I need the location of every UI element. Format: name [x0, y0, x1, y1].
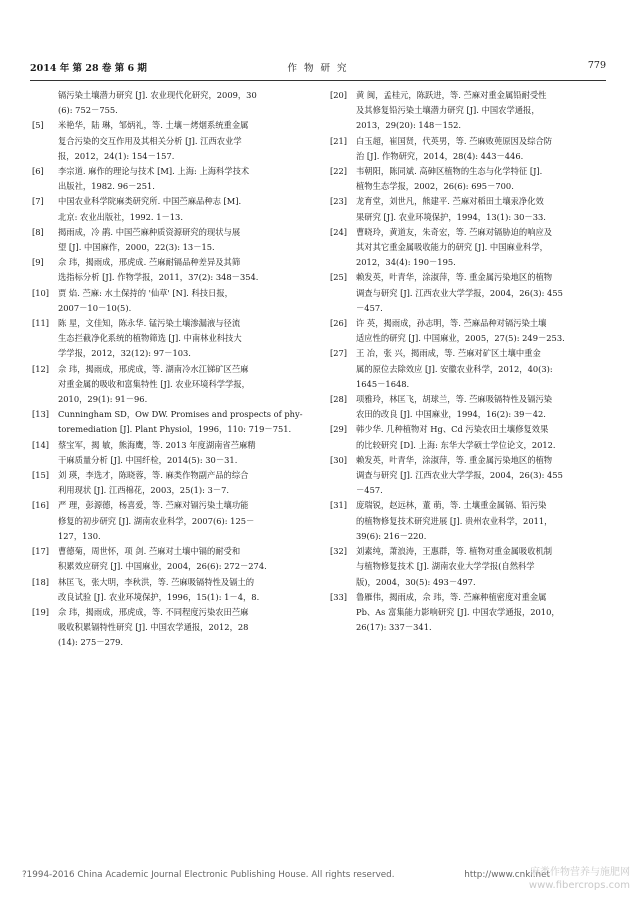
reference-text: 赖发英，叶青华，涂淑萍，等. 重金属污染地区的植物 调查与研究 [J]. 江西农业大学学报，2004，26(3): 455 －457. — [356, 272, 563, 313]
reference-item — [32, 407, 308, 437]
references-left-column — [32, 88, 308, 651]
reference-item — [330, 194, 606, 224]
reference-item — [330, 88, 606, 134]
reference-number: [5] — [32, 120, 44, 131]
reference-item — [330, 346, 606, 392]
reference-text: 镉污染土壤潜力研究 [J]. 农业现代化研究，2009，30 (6): 752－755. — [58, 90, 257, 116]
reference-number: [10] — [32, 287, 50, 298]
reference-text: 韩少华. 几种植物对 Hg、Cd 污染农田土壤修复效果 的比较研究 [D]. 上海: 东华大学硕士学位论文，2012. — [356, 424, 556, 450]
reference-text: 赖发英，叶青华，涂淑萍，等. 重金属污染地区的植物 调查与研究 [J]. 江西农业大学学报，2004，26(3): 455 －457. — [356, 454, 563, 496]
reference-item — [330, 422, 606, 452]
header-rule — [30, 80, 606, 81]
reference-number: [7] — [32, 196, 44, 207]
reference-item — [330, 544, 606, 590]
reference-item — [330, 225, 606, 271]
reference-item — [330, 316, 606, 346]
reference-item — [330, 270, 606, 316]
reference-number: [25] — [330, 272, 348, 283]
reference-text: 龙育堂，刘世凡，熊建平. 苎麻对稻田土壤汞净化效 果研究 [J]. 农业环境保护，1994，13(1): 30－33. — [356, 196, 546, 222]
reference-number: [6] — [32, 166, 44, 177]
reference-text: 佘 玮，揭雨成，邢虎成，等. 湖南冷水江锑矿区苎麻 对重金属的吸收和富集特性 [J]. 农业环境科学学报， 2010，29(1): 91－96. — [58, 363, 250, 405]
reference-text: 米艳华，陆 琳，邹炳礼，等. 土壤－烤烟系统重金属 复合污染的交互作用及其相关分析 [J]. 江西农业学 报，2012，24(1): 154－157. — [58, 120, 249, 161]
reference-number: [11] — [32, 318, 50, 329]
reference-number: [24] — [330, 226, 348, 237]
reference-number: [8] — [32, 226, 44, 237]
reference-text: 项雅玲，林匡飞，胡球兰，等. 苎麻吸镉特性及镉污染 农田的改良 [J]. 中国麻业，1994，16(2): 39－42. — [356, 394, 553, 420]
reference-number: [14] — [32, 439, 50, 450]
reference-text: 刘素纯，萧浪涛，王惠群，等. 植物对重金属吸收机制 与植物修复技术 [J]. 湖南农业大学学报(自然科学 版)，2004，30(5): 493－497. — [356, 546, 553, 587]
reference-number: [33] — [330, 591, 348, 602]
reference-text: 刘 瑛，李选才，陈晓蓉，等. 麻类作物副产品的综合 利用现状 [J]. 江西棉花，2003，25(1): 3－7. — [58, 470, 249, 496]
reference-item — [32, 605, 308, 651]
cnki-link[interactable]: http://www.cnki.net — [464, 870, 550, 880]
reference-text: 佘 玮，揭雨成，邢虎成. 苎麻耐镉品种差异及其筛 选指标分析 [J]. 作物学报，2011，37(2): 348－354. — [58, 257, 259, 283]
reference-number: [16] — [32, 500, 50, 511]
reference-item — [32, 498, 308, 544]
reference-text: 许 英，揭雨成，孙志明，等. 苎麻品种对镉污染土壤 适应性的研究 [J]. 中国麻业，2005，27(5): 249－253. — [356, 318, 565, 344]
reference-item — [330, 164, 606, 194]
reference-item — [32, 194, 308, 224]
running-header — [30, 60, 606, 76]
watermark-url: www.fibercrops.com — [528, 880, 630, 891]
reference-item — [32, 255, 308, 285]
reference-text: 陈 星，文佳知，陈永华. 锰污染土壤渗漏液与径流 生态拦截净化系统的植物筛选 [J]. 中南林业科技大 学学报，2012，32(12): 97－103. — [58, 318, 242, 359]
page-number: 779 — [587, 60, 606, 71]
reference-text: 黄 闽，孟桂元，陈跃进，等. 苎麻对重金属铅耐受性 及其修复铅污染土壤潜力研究 [J]. 中国农学通报， 2013，29(20): 148－152. — [356, 90, 547, 131]
watermark — [529, 866, 630, 892]
reference-item — [330, 392, 606, 422]
reference-number: [27] — [330, 348, 348, 359]
reference-number: [17] — [32, 546, 50, 557]
reference-item — [32, 225, 308, 255]
journal-issue: 2014 年 第 28 卷 第 6 期 — [30, 63, 147, 74]
journal-title: 作 物 研 究 — [287, 63, 349, 74]
reference-text: 王 冶，张 兴，揭雨成，等. 苎麻对矿区土壤中重金 属的原位去除效应 [J]. 安徽农业科学，2012，40(3): 1645－1648. — [356, 348, 553, 389]
reference-item — [330, 134, 606, 164]
watermark-title: 麻类作物营养与施肥网 — [530, 867, 630, 878]
reference-text: 李宗道. 麻作的理论与技术 [M]. 上海: 上海科学技术 出版社，1982. 96－251. — [58, 166, 250, 192]
reference-number: [20] — [330, 90, 348, 100]
reference-number: [26] — [330, 318, 348, 329]
reference-text: 揭雨成，冷 鹃. 中国苎麻种质资源研究的现状与展 望 [J]. 中国麻作，2000，22(3): 13－15. — [58, 226, 241, 253]
reference-item — [32, 164, 308, 194]
reference-item — [32, 468, 308, 498]
reference-number: [19] — [32, 606, 50, 617]
reference-item — [330, 453, 606, 499]
reference-item — [32, 575, 308, 605]
reference-text: 韦朝阳，陈同斌. 高砷区植物的生态与化学特征 [J]. 植物生态学报，2002，26(6): 695－700. — [356, 166, 543, 192]
reference-number: [18] — [32, 576, 50, 587]
reference-number: [12] — [32, 363, 50, 374]
reference-number: [22] — [330, 166, 348, 177]
reference-text: 蔡宝军，揭 敏，熊海鹰，等. 2013 年度湖南省苎麻精 干麻质量分析 [J]. 中国纤检，2014(5): 30－31. — [58, 439, 256, 465]
reference-item — [330, 498, 606, 544]
reference-text: 贾 焰. 苎麻: 水土保持的 '仙草' [N]. 科技日报， 2007－10－10(5). — [58, 287, 233, 313]
references-right-column — [330, 88, 606, 635]
copyright-text: ?1994-2016 China Academic Journal Electronic Publishing House. All rights reserved. — [22, 870, 395, 880]
reference-text: 鲁雁伟，揭雨成，佘 玮，等. 苎麻种植密度对重金属 Pb、As 富集能力影响研究 [J]. 中国农学通报，2010， 26(17): 337－341. — [356, 591, 560, 633]
reference-item — [32, 88, 308, 118]
reference-number: [31] — [330, 500, 348, 511]
reference-text: 中国农业科学院麻类研究所. 中国苎麻品种志 [M]. 北京: 农业出版社，1992. 1－13. — [58, 196, 242, 222]
reference-number: [28] — [330, 394, 348, 405]
reference-item — [32, 362, 308, 408]
reference-text: 曹德菊，周世怀，项 剑. 苎麻对土壤中镉的耐受和 积累效应研究 [J]. 中国麻业，2004，26(6): 272－274. — [58, 546, 267, 572]
reference-item — [32, 286, 308, 316]
reference-number: [23] — [330, 196, 348, 207]
reference-number: [13] — [32, 409, 50, 420]
reference-item — [32, 544, 308, 574]
reference-item — [330, 590, 606, 636]
reference-text: 曹晓玲，黄道友，朱奇宏，等. 苎麻对镉胁迫的响应及 其对其它重金属吸收能力的研究 [J]. 中国麻业科学， 2012，34(4): 190－195. — [356, 226, 553, 268]
reference-number: [32] — [330, 546, 348, 557]
reference-number: [15] — [32, 470, 50, 481]
reference-text: 严 理，彭源德，杨喜爱，等. 苎麻对镉污染土壤功能 修复的初步研究 [J]. 湖南农业科学，2007(6): 125－ 127，130. — [58, 500, 255, 541]
reference-text: 白玉超，崔国贤，代英男，等. 苎麻败蔸原因及综合防 治 [J]. 作物研究，2014，28(4): 443－446. — [356, 135, 553, 161]
reference-item — [32, 118, 308, 164]
reference-number: [30] — [330, 454, 348, 465]
reference-text: 庞瑞锐，赵远林，董 萌，等. 土壤重金属镉、铅污染 的植物修复技术研究进展 [J]. 贵州农业科学，2011， 39(6): 216－220. — [356, 500, 553, 541]
reference-text: 佘 玮，揭雨成，邢虎成，等. 不同程度污染农田苎麻 吸收积累镉特性研究 [J]. 中国农学通报，2012，28 (14): 275－279. — [58, 606, 249, 648]
reference-number: [9] — [32, 257, 44, 268]
reference-text: 林匡飞，张大明，李秋洪，等. 苎麻吸镉特性及镉土的 改良试验 [J]. 农业环境保护，1996，15(1): 1－4，8. — [58, 576, 260, 602]
reference-item — [32, 438, 308, 468]
reference-number: [29] — [330, 424, 348, 435]
reference-text: Cunningham SD，Ow DW. Promises and prospects of phy- toremediation [J]. Plant Physiol，1996，110: 719－751. — [58, 409, 303, 435]
reference-number: [21] — [330, 135, 348, 146]
reference-item — [32, 316, 308, 362]
